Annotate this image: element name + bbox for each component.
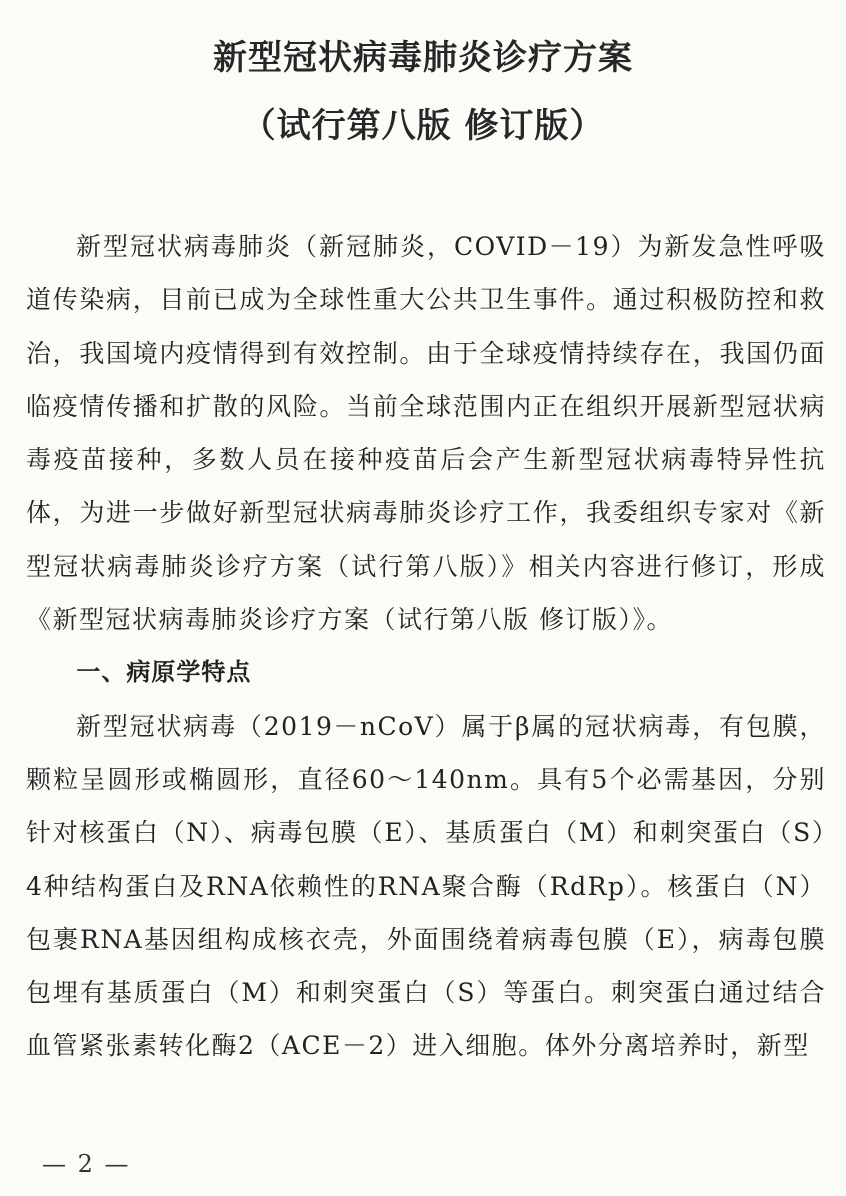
intro-paragraph: 新型冠状病毒肺炎（新冠肺炎，COVID－19）为新发急性呼吸道传染病，目前已成为全球性重大公共卫生事件。通过积极防控和救治，我国境内疫情得到有效控制。由于全球疫情持续存在，我国仍面临疫情传播和扩散的风险。当前全球范围内正在组织开展新型冠状病毒疫苗接种，多数人员在接种疫苗后会产生新型冠状病毒特异性抗体，为进一步做好新型冠状病毒肺炎诊疗工作，我委组织专家对《新型冠状病毒肺炎诊疗方案（试行第八版）》相关内容进行修订，形成《新型冠状病毒肺炎诊疗方案（试行第八版 修订版）》。: [26, 232, 826, 635]
document-body: [26, 220, 826, 1073]
document-title: 新型冠状病毒肺炎诊疗方案: [213, 38, 633, 78]
section-heading-pathogen: 一、病原学特点: [76, 658, 252, 687]
page-number: — 2 —: [42, 1150, 131, 1178]
document-subtitle: （试行第八版 修订版）: [241, 106, 605, 146]
pathogen-paragraph: 新型冠状病毒（2019－nCoV）属于β属的冠状病毒，有包膜，颗粒呈圆形或椭圆形，直径60～140nm。具有5个必需基因，分别针对核蛋白（N）、病毒包膜（E）、基质蛋白（M）和刺突蛋白（S）4种结构蛋白及RNA依赖性的RNA聚合酶（RdRp）。核蛋白（N）包裹RNA基因组构成核衣壳，外面围绕着病毒包膜（E），病毒包膜包埋有基质蛋白（M）和刺突蛋白（S）等蛋白。刺突蛋白通过结合血管紧张素转化酶2（ACE－2）进入细胞。体外分离培养时，新型: [26, 711, 826, 1061]
